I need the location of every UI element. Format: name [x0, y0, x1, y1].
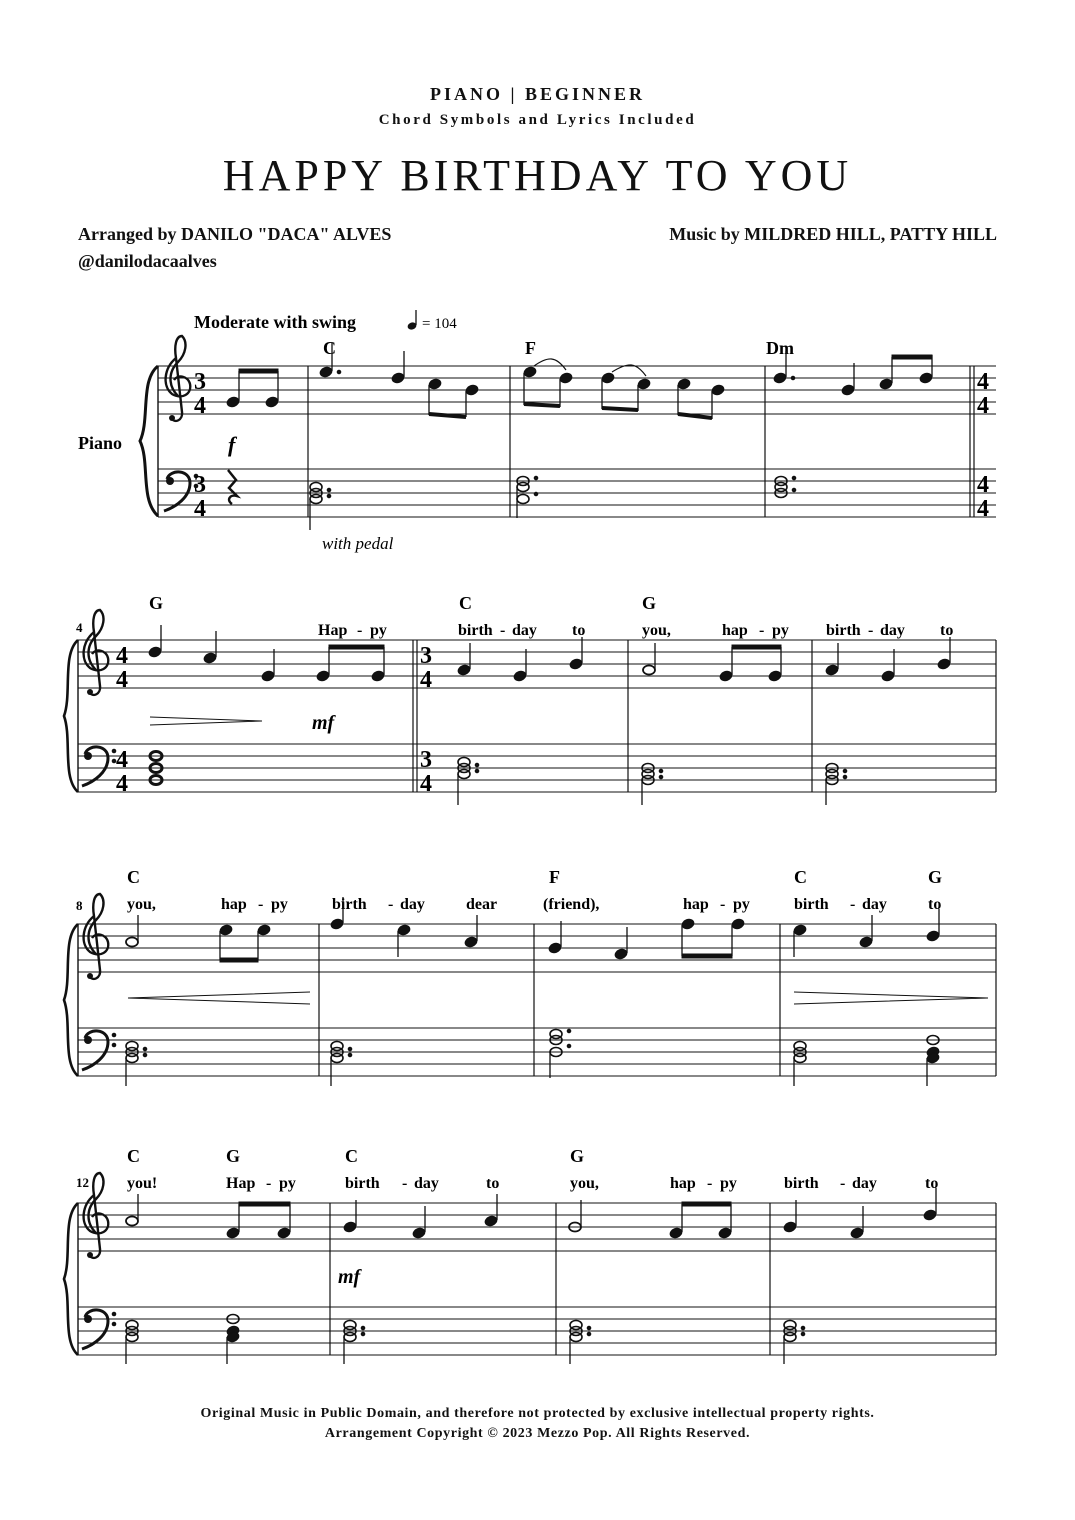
lyric-syllable: py	[370, 622, 387, 639]
lyric-syllable: Hap	[318, 622, 348, 639]
system-3	[64, 867, 996, 1086]
treble-notes	[226, 343, 933, 419]
lyric-syllable: py	[733, 896, 750, 913]
grand-staff-brace	[140, 366, 158, 516]
lyric-syllable: to	[940, 622, 954, 639]
tempo-value: = 104	[422, 316, 457, 332]
lyric-syllable: birth	[345, 1175, 380, 1192]
system-4	[64, 1146, 996, 1364]
lyric-syllable: to	[925, 1175, 939, 1192]
measure-number: 12	[76, 1175, 89, 1190]
lyric-syllable: -	[759, 622, 765, 639]
time-signature-top: 3	[194, 472, 206, 498]
time-signature-top: 3	[420, 747, 432, 773]
bass-staff	[78, 1028, 996, 1076]
lyric-syllable: -	[258, 896, 264, 913]
lyric-syllable: birth	[458, 622, 493, 639]
lyric-syllable: day	[414, 1175, 439, 1192]
treble-staff	[78, 924, 996, 972]
bass-staff	[78, 1307, 996, 1355]
lyric-syllable: -	[500, 622, 506, 639]
composer-credit: Music by MILDRED HILL, PATTY HILL	[669, 224, 997, 244]
lyric-syllable: -	[840, 1175, 846, 1192]
lyric-syllable: birth	[784, 1175, 819, 1192]
tempo-marking: Moderate with swing	[194, 312, 356, 332]
lyric-syllable: hap	[670, 1175, 696, 1192]
grand-staff-brace	[64, 640, 78, 792]
treble-staff	[78, 1203, 996, 1251]
crescendo-hairpin	[128, 992, 310, 1004]
time-signature-top: 4	[116, 643, 128, 669]
bass-chords	[310, 476, 796, 530]
dynamic-mezzo-forte: mf	[338, 1266, 361, 1288]
bass-chords	[150, 752, 847, 806]
chord-symbol: G	[226, 1146, 241, 1166]
lyric-syllable: birth	[332, 896, 367, 913]
time-signature-bottom: 4	[116, 771, 128, 797]
footer-copyright-line-2: Arrangement Copyright © 2023 Mezzo Pop. All Rights Reserved.	[324, 1426, 751, 1441]
lyric-syllable: -	[850, 896, 856, 913]
lyric-syllable: dear	[466, 896, 498, 913]
chord-symbol: C	[127, 1146, 140, 1166]
decrescendo-hairpin	[794, 992, 988, 1004]
chord-symbol: G	[642, 593, 657, 613]
measure-number: 8	[76, 898, 83, 913]
time-signature-bottom: 4	[116, 667, 128, 693]
lyric-syllable: to	[928, 896, 942, 913]
chord-symbol: C	[323, 338, 336, 358]
lyric-syllable: you,	[127, 896, 156, 913]
time-signature-bottom: 4	[194, 496, 206, 522]
lyric-syllable: hap	[221, 896, 247, 913]
barlines	[330, 1203, 996, 1355]
lyric-syllable: birth	[794, 896, 829, 913]
lyric-syllable: py	[772, 622, 789, 639]
lyric-syllable: hap	[683, 896, 709, 913]
bass-staff	[78, 744, 996, 792]
barlines	[319, 924, 996, 1076]
measure-number: 4	[76, 620, 83, 635]
system-2	[64, 593, 996, 805]
time-signature-bottom: 4	[977, 496, 989, 522]
lyric-syllable: -	[402, 1175, 408, 1192]
lyric-syllable: day	[862, 896, 887, 913]
grand-staff-brace	[64, 924, 78, 1076]
lyric-syllable: birth	[826, 622, 861, 639]
chord-symbol: G	[570, 1146, 585, 1166]
lyric-syllable: day	[852, 1175, 877, 1192]
instrument-level-heading: PIANO | BEGINNER	[430, 84, 645, 104]
lyric-syllable: -	[357, 622, 363, 639]
time-signature-top: 3	[420, 643, 432, 669]
lyric-syllable: py	[720, 1175, 737, 1192]
footer-copyright-line-1: Original Music in Public Domain, and therefore not protected by exclusive intellectual property rights.	[200, 1406, 875, 1421]
system-1	[78, 310, 996, 553]
chord-symbol: C	[345, 1146, 358, 1166]
time-signature-top: 3	[194, 369, 206, 395]
treble-notes	[126, 1188, 937, 1239]
pedal-marking: with pedal	[322, 534, 394, 553]
time-signature-top: 4	[977, 369, 989, 395]
lyric-syllable: you!	[127, 1175, 158, 1192]
lyric-syllable: day	[400, 896, 425, 913]
lyric-syllable: -	[266, 1175, 272, 1192]
chord-symbol: Dm	[766, 338, 794, 358]
lyric-syllable: to	[572, 622, 586, 639]
lyric-syllable: you,	[642, 622, 671, 639]
arranger-handle: @danilodacaalves	[78, 251, 217, 271]
decrescendo-hairpin	[150, 717, 262, 725]
lyric-syllable: hap	[722, 622, 748, 639]
lyric-syllable: -	[388, 896, 394, 913]
dynamic-forte: f	[228, 432, 236, 457]
lyric-syllable: day	[512, 622, 537, 639]
chord-symbol: C	[127, 867, 140, 887]
bass-chords	[126, 1029, 940, 1086]
lyric-syllable: -	[720, 896, 726, 913]
lyric-syllable: Hap	[226, 1175, 256, 1192]
time-signature-top: 4	[116, 747, 128, 773]
bass-staff	[158, 469, 996, 517]
song-title: HAPPY BIRTHDAY TO YOU	[222, 151, 853, 200]
subtitle: Chord Symbols and Lyrics Included	[378, 112, 697, 128]
quarter-note-icon	[407, 310, 418, 331]
instrument-label: Piano	[78, 433, 123, 453]
chord-symbol: C	[459, 593, 472, 613]
arranger-credit: Arranged by DANILO "DACA" ALVES	[78, 224, 392, 244]
time-signature-bottom: 4	[977, 393, 989, 419]
time-signature-bottom: 4	[194, 393, 206, 419]
chord-symbol: G	[149, 593, 164, 613]
lyric-syllable: to	[486, 1175, 500, 1192]
time-signature-bottom: 4	[420, 771, 432, 797]
chord-symbol: G	[928, 867, 943, 887]
lyric-syllable: -	[868, 622, 874, 639]
lyric-syllable: py	[271, 896, 288, 913]
lyric-syllable: (friend),	[543, 896, 600, 913]
chord-symbol: F	[525, 338, 536, 358]
dynamic-mezzo-forte: mf	[312, 712, 335, 734]
chord-symbol: F	[549, 867, 560, 887]
time-signature-bottom: 4	[420, 667, 432, 693]
quarter-rest	[228, 470, 237, 504]
lyric-syllable: you,	[570, 1175, 599, 1192]
bass-chords	[126, 1315, 805, 1365]
slurs	[534, 359, 646, 376]
lyric-syllable: -	[707, 1175, 713, 1192]
grand-staff-brace	[64, 1203, 78, 1355]
barlines	[413, 640, 996, 792]
lyric-syllable: day	[880, 622, 905, 639]
time-signature-top: 4	[977, 472, 989, 498]
chord-symbol: C	[794, 867, 807, 887]
treble-staff	[158, 366, 996, 414]
lyric-syllable: py	[279, 1175, 296, 1192]
